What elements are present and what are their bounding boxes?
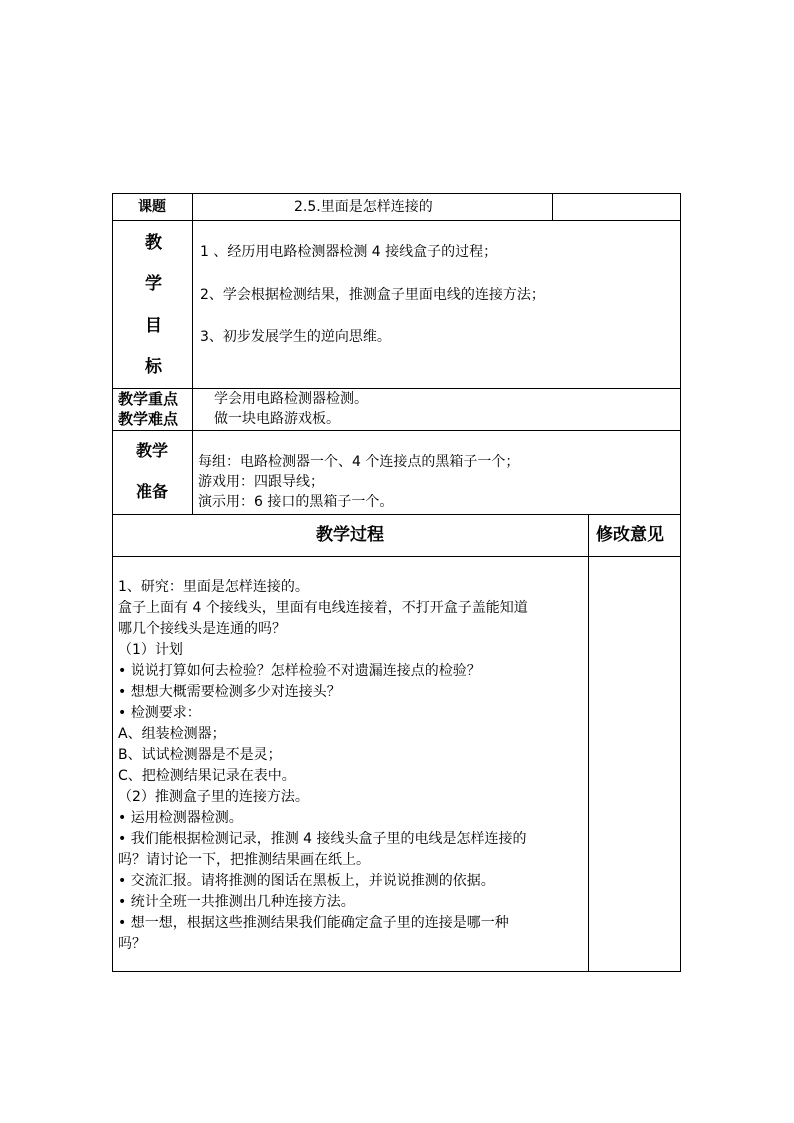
title-column-divider (552, 193, 553, 221)
goal-item-3: 3、初步发展学生的逆向思维。 (200, 329, 391, 345)
difficulty-value: 做一块电路游戏板。 (214, 411, 340, 427)
process-line-7: • 检测要求： (118, 705, 201, 721)
process-line-5: • 说说打算如何去检验？怎样检验不对遗漏连接点的检验？ (118, 663, 481, 679)
revision-header: 修改意见 (596, 525, 664, 545)
goal-item-2: 2、学会根据检测结果，推测盒子里面电线的连接方法； (200, 287, 545, 303)
process-line-1: 1、研究：里面是怎样连接的。 (118, 579, 309, 595)
row-divider-title (112, 220, 681, 221)
process-line-18: 吗？ (118, 936, 146, 952)
process-line-16: • 统计全班一共推测出几种连接方法。 (118, 894, 355, 910)
row-divider-keypoints (112, 430, 681, 431)
goals-label-char-2: 学 (145, 274, 162, 294)
key-point-label: 教学重点 (118, 390, 179, 408)
goal-item-1: 1 、经历用电路检测器检测 4 接线盒子的过程； (200, 244, 498, 260)
process-line-3: 哪几个接线头是连通的吗？ (118, 621, 286, 637)
prep-label-line-1: 教学 (136, 441, 169, 460)
table-border-left (112, 193, 113, 972)
process-line-8: A、组装检测器； (118, 726, 226, 742)
process-line-13: • 我们能根据检测记录，推测 4 接线头盒子里的电线是怎样连接的 (118, 831, 527, 847)
row-divider-goals (112, 388, 681, 389)
key-point-value: 学会用电路检测器检测。 (214, 391, 368, 407)
row-divider-prep (112, 514, 681, 515)
table-border-bottom (112, 971, 681, 972)
process-line-17: • 想一想，根据这些推测结果我们能确定盒子里的连接是哪一种 (118, 915, 509, 931)
label-column-divider (192, 193, 193, 515)
prep-line-3: 演示用：6 接口的黑箱子一个。 (198, 494, 394, 510)
process-line-15: • 交流汇报。请将推测的图话在黑板上，并说说推测的依据。 (118, 873, 495, 889)
process-header: 教学过程 (316, 525, 384, 545)
difficulty-label: 教学难点 (118, 410, 179, 428)
revision-column-divider (588, 514, 589, 972)
prep-line-2: 游戏用：四跟导线； (198, 474, 324, 490)
prep-label-line-2: 准备 (136, 482, 169, 501)
goals-label-char-4: 标 (145, 357, 162, 377)
process-line-11: （2）推测盒子里的连接方法。 (118, 789, 309, 805)
process-line-9: B、试试检测器是不是灵； (118, 747, 282, 763)
prep-line-1: 每组：电路检测器一个、4 个连接点的黑箱子一个； (198, 454, 520, 470)
row-divider-process-header (112, 556, 681, 557)
title-value: 2.5.里面是怎样连接的 (294, 199, 433, 215)
process-line-4: （1）计划 (118, 642, 183, 658)
table-border-right (680, 193, 681, 972)
process-line-10: C、把检测结果记录在表中。 (118, 768, 296, 784)
process-line-14: 吗？请讨论一下，把推测结果画在纸上。 (118, 852, 370, 868)
goals-label-char-3: 目 (145, 316, 162, 336)
process-line-2: 盒子上面有 4 个接线头，里面有电线连接着，不打开盒子盖能知道 (118, 600, 528, 616)
table-border-top (112, 193, 681, 194)
process-line-12: • 运用检测器检测。 (118, 810, 243, 826)
process-line-6: • 想想大概需要检测多少对连接头？ (118, 684, 341, 700)
title-label: 课题 (138, 199, 166, 215)
goals-label-char-1: 教 (145, 233, 162, 253)
